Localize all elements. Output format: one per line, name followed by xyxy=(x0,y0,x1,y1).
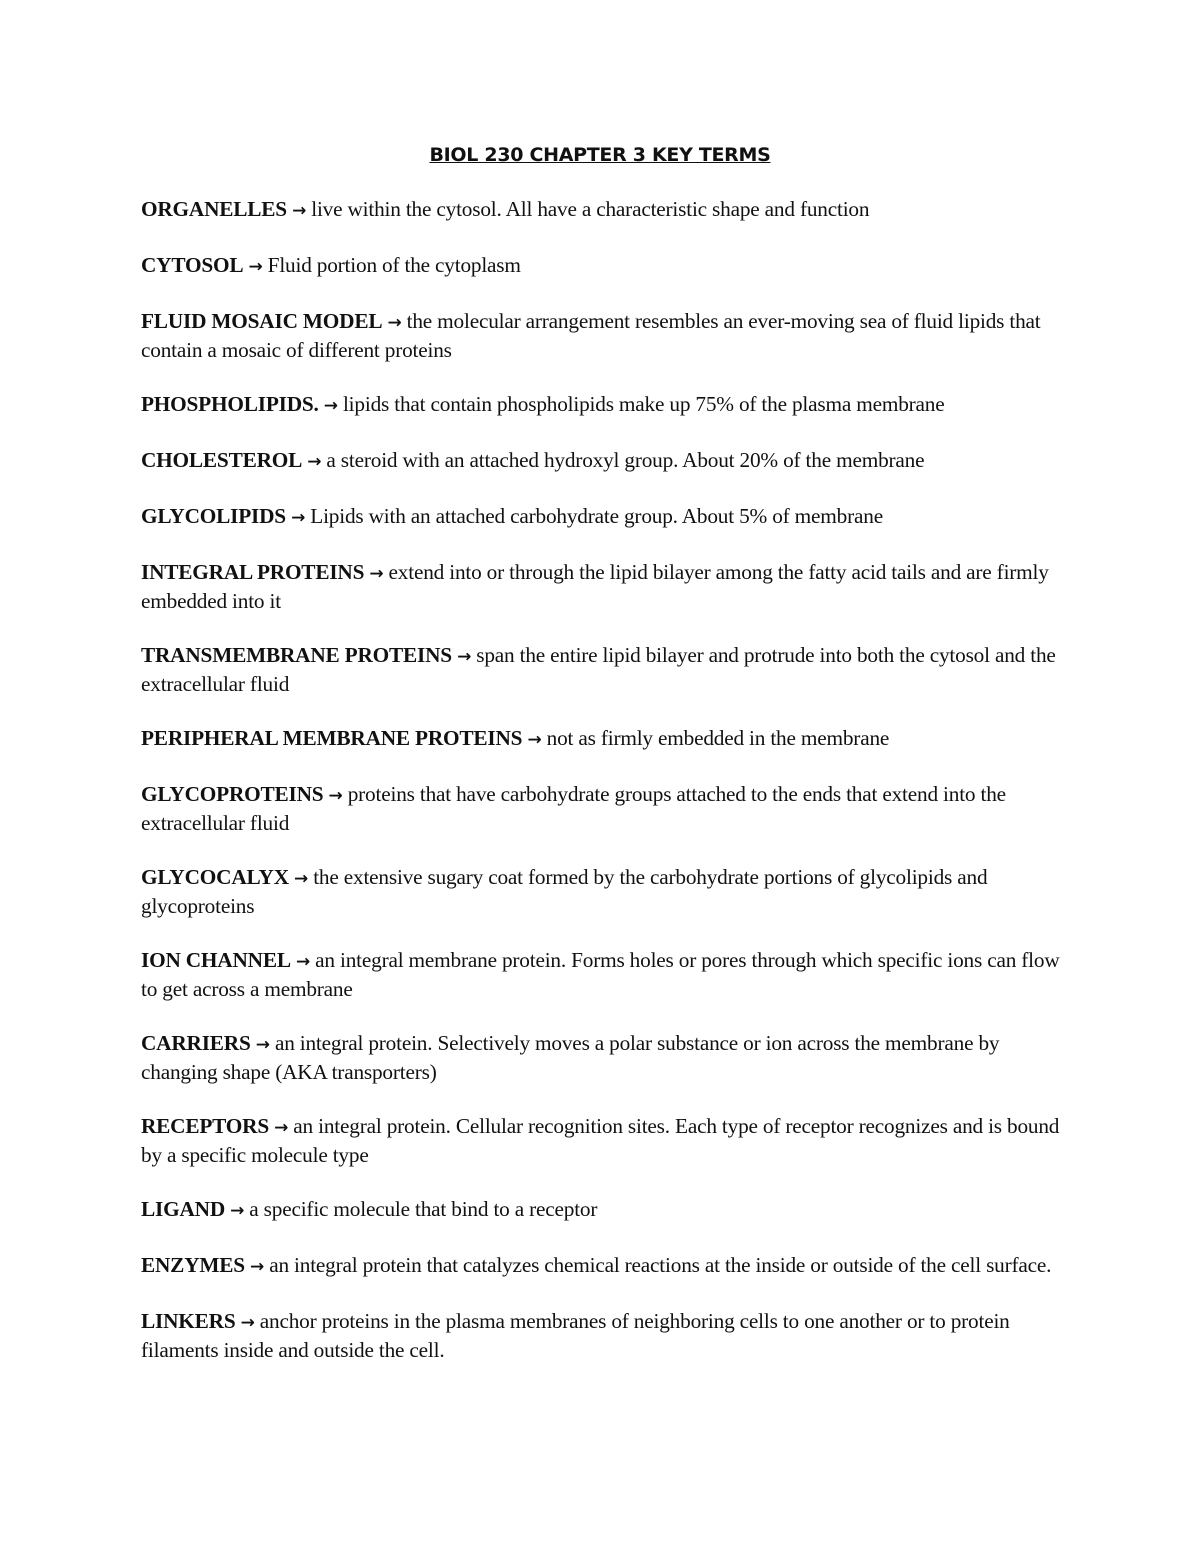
term-name: GLYCOCALYX xyxy=(141,865,289,889)
term-name: CYTOSOL xyxy=(141,253,244,277)
arrow-icon: → xyxy=(323,396,338,416)
term-definition: span the entire lipid bilayer and protrude into both the cytosol and the extracellular fluid xyxy=(141,643,1056,696)
term-definition: the molecular arrangement resembles an ever-moving sea of fluid lipids that contain a mosaic of different proteins xyxy=(141,309,1041,362)
term-definition: lipids that contain phospholipids make up 75% of the plasma membrane xyxy=(342,392,945,416)
term-definition: an integral protein. Cellular recognition sites. Each type of receptor recognizes and is bound by a specific molecule type xyxy=(141,1114,1060,1167)
term-entry xyxy=(141,864,1066,920)
term-entry xyxy=(141,642,1066,698)
key-terms-list xyxy=(141,196,1066,1391)
term-entry xyxy=(141,1113,1066,1169)
term-definition: an integral protein. Selectively moves a polar substance or ion across the membrane by changing shape (AKA transporters) xyxy=(141,1031,1000,1084)
arrow-icon: → xyxy=(328,786,343,806)
term-definition: a steroid with an attached hydroxyl group. About 20% of the membrane xyxy=(326,448,925,472)
term-entry xyxy=(141,947,1066,1003)
arrow-icon: → xyxy=(387,313,402,333)
document-title: BIOL 230 CHAPTER 3 KEY TERMS xyxy=(429,144,771,166)
term-name: INTEGRAL PROTEINS xyxy=(141,560,365,584)
term-name: PHOSPHOLIPIDS. xyxy=(141,392,319,416)
arrow-icon: → xyxy=(248,257,263,277)
arrow-icon: → xyxy=(255,1035,270,1055)
term-name: CARRIERS xyxy=(141,1031,251,1055)
term-name: GLYCOLIPIDS xyxy=(141,504,286,528)
term-entry xyxy=(141,252,1066,281)
term-name: CHOLESTEROL xyxy=(141,448,303,472)
term-name: RECEPTORS xyxy=(141,1114,269,1138)
arrow-icon: → xyxy=(307,452,322,472)
term-name: ORGANELLES xyxy=(141,197,287,221)
term-definition: an integral protein that catalyzes chemical reactions at the inside or outside of the cell surface. xyxy=(269,1253,1052,1277)
term-entry xyxy=(141,1308,1066,1364)
arrow-icon: → xyxy=(230,1201,245,1221)
term-definition: extend into or through the lipid bilayer among the fatty acid tails and are firmly embedded into it xyxy=(141,560,1049,613)
term-name: ION CHANNEL xyxy=(141,948,291,972)
term-definition: live within the cytosol. All have a characteristic shape and function xyxy=(311,197,870,221)
arrow-icon: → xyxy=(457,647,472,667)
term-definition: Fluid portion of the cytoplasm xyxy=(267,253,521,277)
term-definition: proteins that have carbohydrate groups attached to the ends that extend into the extracellular fluid xyxy=(141,782,1006,835)
arrow-icon: → xyxy=(291,508,306,528)
term-definition: Lipids with an attached carbohydrate group. About 5% of membrane xyxy=(310,504,883,528)
arrow-icon: → xyxy=(274,1118,289,1138)
term-entry xyxy=(141,725,1066,754)
term-definition: the extensive sugary coat formed by the carbohydrate portions of glycolipids and glycoproteins xyxy=(141,865,988,918)
arrow-icon: → xyxy=(295,952,311,972)
term-entry xyxy=(141,1252,1066,1281)
term-entry xyxy=(141,559,1066,615)
term-definition: anchor proteins in the plasma membranes of neighboring cells to one another or to protein filaments inside and outside the cell. xyxy=(141,1309,1010,1362)
term-name: PERIPHERAL MEMBRANE PROTEINS xyxy=(141,726,523,750)
arrow-icon: → xyxy=(369,564,384,584)
term-name: TRANSMEMBRANE PROTEINS xyxy=(141,643,452,667)
term-entry xyxy=(141,391,1066,420)
term-definition: a specific molecule that bind to a receptor xyxy=(249,1197,598,1221)
arrow-icon: → xyxy=(294,869,309,889)
term-entry xyxy=(141,1030,1066,1086)
term-name: FLUID MOSAIC MODEL xyxy=(141,309,383,333)
term-definition: an integral membrane protein. Forms holes or pores through which specific ions can flow to get across a membrane xyxy=(141,948,1060,1001)
arrow-icon: → xyxy=(292,201,307,221)
term-name: LINKERS xyxy=(141,1309,236,1333)
term-entry xyxy=(141,447,1066,476)
arrow-icon: → xyxy=(527,730,542,750)
arrow-icon: → xyxy=(250,1257,265,1277)
term-entry xyxy=(141,196,1066,225)
term-entry xyxy=(141,308,1066,364)
term-entry xyxy=(141,1196,1066,1225)
term-name: GLYCOPROTEINS xyxy=(141,782,324,806)
term-name: ENZYMES xyxy=(141,1253,245,1277)
arrow-icon: → xyxy=(240,1313,255,1333)
term-definition: not as firmly embedded in the membrane xyxy=(546,726,890,750)
term-entry xyxy=(141,781,1066,837)
term-name: LIGAND xyxy=(141,1197,225,1221)
term-entry xyxy=(141,503,1066,532)
